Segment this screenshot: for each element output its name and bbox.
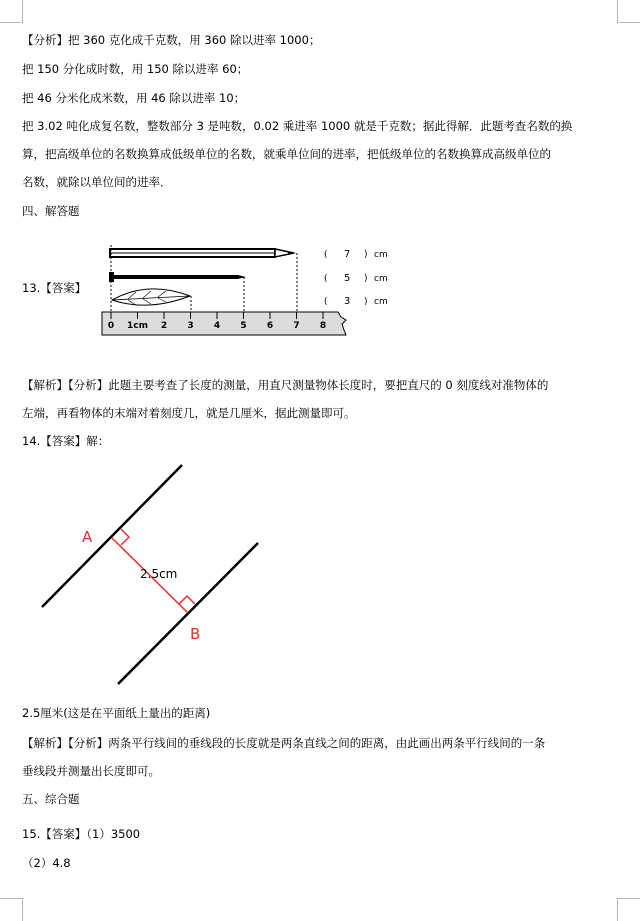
- point-a-label: A: [82, 528, 93, 546]
- right-angle-mark-a: [121, 529, 129, 545]
- parallel-lines-figure: [30, 455, 280, 695]
- ruler-tick-label: 1cm: [127, 321, 148, 331]
- answer-close-paren: ): [364, 297, 368, 307]
- analysis-line-4: 把 3.02 吨化成复名数，整数部分 3 是吨数，0.02 乘进率 1000 就是千克数；据此得解．此题考查名数的换: [22, 119, 573, 133]
- answer-close-paren: ): [364, 274, 368, 284]
- right-angle-mark-b: [179, 596, 195, 604]
- section-heading-5: 五、综合题: [22, 792, 80, 806]
- point-b-label: B: [190, 625, 201, 643]
- ruler-tick-label: 3: [187, 321, 194, 331]
- answer-value: 3: [344, 296, 351, 307]
- answer-unit: cm: [374, 274, 388, 284]
- ruler-tick-label: 5: [240, 321, 247, 331]
- answer-value: 7: [344, 249, 351, 260]
- leaf-drawing: [112, 289, 190, 305]
- section-heading-4: 四、解答题: [22, 204, 80, 218]
- answer-unit: cm: [374, 250, 388, 260]
- answer-close-paren: ): [364, 250, 368, 260]
- ruler-tick-label: 0: [107, 321, 115, 331]
- question-13-explanation-line-1: 【解析】【分析】此题主要考查了长度的测量，用直尺测量物体长度时，要把直尺的 0 刻度线对准物体的: [22, 378, 549, 392]
- question-14-explanation-line-1: 【解析】【分析】两条平行线间的垂线段的长度就是两条直线之间的距离，由此画出两条平行线间的一条: [22, 736, 546, 750]
- corner-mark-top-left: [0, 0, 23, 23]
- corner-mark-bottom-right: [617, 898, 640, 921]
- ruler-tick-label: 4: [213, 321, 221, 331]
- question-15-answer-2: （2）4.8: [22, 856, 71, 870]
- corner-mark-bottom-left: [0, 898, 23, 921]
- ruler: [102, 312, 346, 335]
- answer-open-paren: (: [324, 250, 328, 260]
- answer-value: 5: [344, 273, 351, 284]
- pencil-drawing: [110, 249, 297, 257]
- question-13-label: 13.【答案】: [22, 281, 87, 295]
- answer-open-paren: (: [324, 274, 328, 284]
- ruler-figure: [98, 240, 398, 340]
- analysis-line-5: 算，把高级单位的名数换算成低级单位的名数，就乘单位间的进率，把低级单位的名数换算成高级单位的: [22, 147, 551, 161]
- analysis-line-3: 把 46 分米化成米数，用 46 除以进率 10；: [22, 91, 246, 105]
- question-14-label: 14.【答案】解：: [22, 434, 110, 448]
- corner-mark-top-right: [617, 0, 640, 23]
- analysis-line-1: 【分析】把 360 克化成千克数，用 360 除以进率 1000；: [22, 33, 321, 47]
- ruler-tick-label: 2: [160, 321, 168, 331]
- answer-unit: cm: [374, 297, 388, 307]
- nail-drawing: [109, 272, 246, 282]
- ruler-tick-label: 7: [293, 321, 300, 331]
- question-14-explanation-line-2: 垂线段并测量出长度即可。: [22, 764, 160, 778]
- question-14-answer: 2.5厘米(这是在平面纸上量出的距离): [22, 706, 211, 720]
- ruler-tick-label: 8: [319, 321, 327, 331]
- question-13-explanation-line-2: 左端，再看物体的末端对着刻度几，就是几厘米，据此测量即可。: [22, 406, 356, 420]
- analysis-line-6: 名数，就除以单位间的进率．: [22, 175, 172, 189]
- analysis-line-2: 把 150 分化成时数，用 150 除以进率 60；: [22, 62, 249, 76]
- ruler-tick-label: 6: [266, 321, 274, 331]
- distance-label: 2.5cm: [140, 567, 178, 581]
- answer-open-paren: (: [324, 297, 328, 307]
- question-15-answer-1: 15.【答案】（1）3500: [22, 827, 141, 841]
